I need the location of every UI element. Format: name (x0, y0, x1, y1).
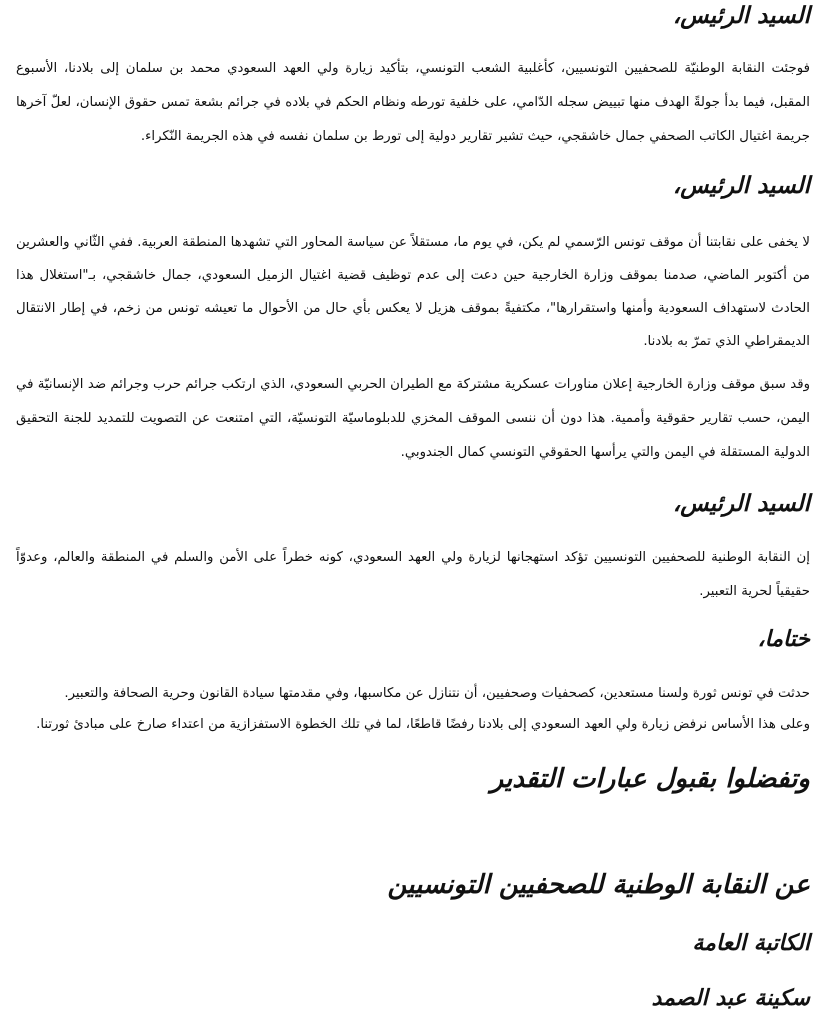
conclusion-paragraph-2: وعلى هذا الأساس نرفض زيارة ولي العهد السعودي إلى بلادنا رفضًا قاطعًا، لما في تلك الخطوة الاستفزازية من اعتداء صارخ على مبادئ ثورتنا. (36, 717, 810, 732)
signature-name: سكينة عبد الصمد (651, 985, 810, 1011)
section-2-heading: السيد الرئيس، (672, 172, 810, 199)
section-3-paragraph-1: إن النقابة الوطنية للصحفيين التونسيين تؤكد استهجانها لزيارة ولي العهد السعودي، كونه خطراً على الأمن والسلم في المنطقة والعالم، وعدوّاً حقيقياً لحرية التعبير. (16, 550, 810, 599)
section-3-heading: السيد الرئيس، (672, 490, 810, 517)
section-1-paragraph-1: فوجئت النقابة الوطنيّة للصحفيين التونسيين، كأغلبية الشعب التونسي، بتأكيد زيارة ولي العهد السعودي محمد بن سلمان إلى بلادنا، الأسبوع المقبل، فيما بدأ جولةً الهدف منها تبييض سجله الدّامي، على خلفية تورطه ونظام الحكم في بلاده في جرائم بشعة تمس حقوق الإنسان، لعلّ آخرها جريمة اغتيال الكاتب الصحفي جمال خاشقجي، حيث تشير تقارير دولية إلى تورط بن سلمان نفسه في هذه الجريمة النّكراء. (16, 61, 810, 144)
conclusion-heading: ختاما، (757, 626, 810, 652)
section-1-heading: السيد الرئيس، (672, 2, 810, 29)
section-2-paragraph-2: وقد سبق موقف وزارة الخارجية إعلان مناورات عسكرية مشتركة مع الطيران الحربي السعودي، الذي ارتكب جرائم حرب وجرائم ضد الإنسانيّة في اليمن، حسب تقارير حقوقية وأممية. هذا دون أن ننسى الموقف المخزي للدبلوماسيّة التونسيّة، التي امتنعت عن التصويت للتمديد للجنة التحقيق الدولية المستقلة في اليمن والتي يرأسها الحقوقي التونسي كمال الجندوبي. (16, 377, 810, 460)
section-2-paragraph-1: لا يخفى على نقابتنا أن موقف تونس الرّسمي لم يكن، في يوم ما، مستقلاً عن سياسة المحاور التي تشهدها المنطقة العربية. ففي الثّاني والعشرين من أكتوبر الماضي، صدمنا بموقف وزارة الخارجية حين دعت إلى عدم توظيف قضية اغتيال الزميل السعودي، جمال خاشقجي، بـ"استغلال هذا الحادث لاستهداف السعودية وأمنها واستقرارها"، مكتفيةً بموقف هزيل لا يعكس بأي حال من الأحوال ما تعيشه تونس من زخم، في إطار الانتقال الديمقراطي الذي تمرّ به بلادنا. (16, 235, 810, 349)
conclusion-paragraph-1: حدثت في تونس ثورة ولسنا مستعدين، كصحفيات وصحفيين، أن نتنازل عن مكاسبها، وفي مقدمتها سيادة القانون وحرية الصحافة والتعبير. (64, 686, 810, 701)
signature-organization: عن النقابة الوطنية للصحفيين التونسيين (387, 870, 810, 900)
closing-phrase: وتفضلوا بقبول عبارات التقدير (490, 764, 810, 794)
signature-role: الكاتبة العامة (692, 930, 810, 956)
